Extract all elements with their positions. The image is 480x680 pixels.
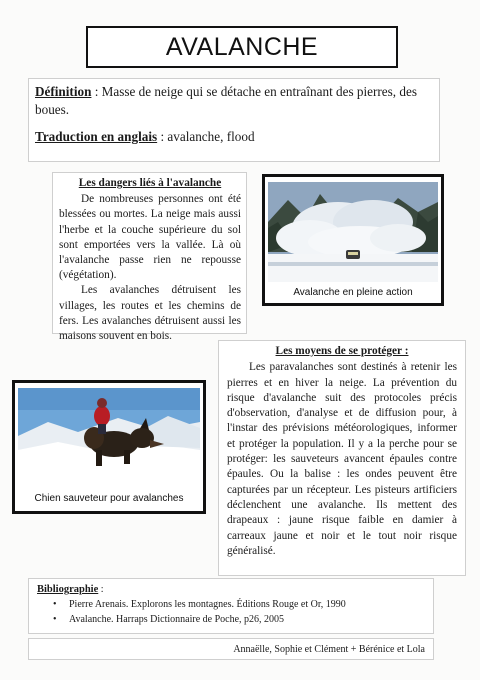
definition-line [35,83,433,119]
authors-box [28,638,434,660]
dangers-paragraph-2: Les avalanches détruisent les villages, les routes et les chemins de fers. Les avalanches détruisent aussi les maisons souvent en bois. [59,284,241,343]
protection-paragraph: Les paravalanches sont destinés à retenir les pierres et en hiver la neige. La prévention du risque d'avalanche suit des protocoles précis d'observation, d'analyse et de diffusion pour, à l'instar des prévisions météorologiques, informer et protéger la population. Il y a la perche pour se protéger: les sauveteurs avancent épaules contre épaules. Ou la balise : les ondes peuvent être capturées par un récepteur. Les pisteurs artificiers déclenchent une avalanche. Ils mettent des drapeaux : jaune risque faible en damier à carreaux jaune et noir et le tout noir risque généralisé. [227,361,457,557]
dangers-box [52,172,247,343]
dangers-paragraph-1: De nombreuses personnes ont été blessées ou mortes. La neige mais aussi l'herbe et la couche supérieure du sol sont emportées vers la vallée. Là où l'avalanche passe rien ne repousse (végétation). [59,193,241,282]
rescue-dog-photo-card [12,380,206,514]
authors-text: Annaëlle, Sophie et Clément + Bérénice et Lola [233,644,425,655]
definition-text: : Masse de neige qui se détache en entraînant des pierres, des boues. [35,84,417,117]
page-title [86,26,398,68]
bullet-icon: • [53,614,57,625]
dangers-heading: Les dangers liés à l'avalanche [78,177,222,189]
bibliography-heading: Bibliographie [37,584,99,595]
protection-box [218,340,466,576]
avalanche-photo-caption: Avalanche en pleine action [293,287,413,298]
rescue-dog-photo-caption: Chien sauveteur pour avalanches [34,493,184,504]
bibliography-box [28,578,434,634]
bibliography-item-text: Pierre Arenais. Explorons les montagnes. Éditions Rouge et Or, 1990 [69,599,346,610]
translation-term: Traduction en anglais [35,129,158,144]
bibliography-heading-suffix: : [98,584,104,595]
page-title-text: AVALANCHE [165,32,319,61]
bibliography-item [53,597,425,612]
translation-line [35,128,433,146]
avalanche-photo-card [262,174,444,306]
bibliography-item [53,612,425,627]
protection-heading: Les moyens de se protéger : [275,345,409,357]
translation-text: : avalanche, flood [157,129,255,144]
avalanche-photo [268,182,438,282]
definition-box [28,78,440,162]
bullet-icon: • [53,599,57,610]
rescue-dog-photo [18,388,200,480]
bibliography-list [53,597,425,627]
bibliography-item-text: Avalanche. Harraps Dictionnaire de Poche, p26, 2005 [69,614,285,625]
bibliography-heading-line [37,582,425,597]
definition-term: Définition [35,84,92,99]
